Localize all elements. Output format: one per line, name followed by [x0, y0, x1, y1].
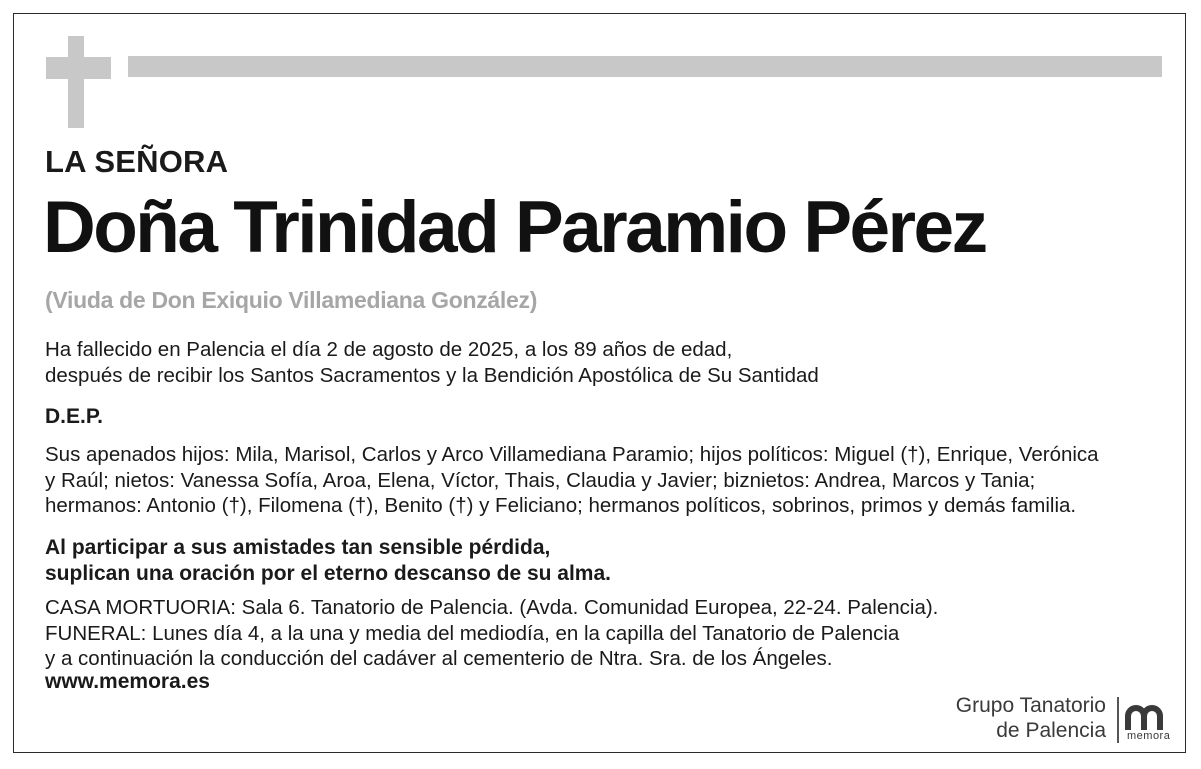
deceased-name: Doña Trinidad Paramio Pérez: [43, 187, 986, 268]
brand-name: [938, 693, 1106, 743]
announcement-line: después de recibir los Santos Sacramentos y la Bendición Apostólica de Su Santidad: [45, 363, 819, 387]
family-line: y Raúl; nietos: Vanessa Sofía, Aroa, Elena, Víctor, Thais, Claudia y Javier; biznietos: Andrea, Marcos y Tania;: [45, 468, 1036, 492]
prayer-line: suplican una oración por el eterno descanso de su alma.: [45, 561, 611, 585]
announcement-line: Ha fallecido en Palencia el día 2 de agosto de 2025, a los 89 años de edad,: [45, 338, 733, 361]
details-line: y a continuación la conducción del cadáver al cementerio de Ntra. Sra. de los Ángeles.: [45, 647, 833, 670]
logo-wordmark: memora: [1127, 730, 1171, 742]
cross-icon-arm: [46, 57, 111, 79]
funeral-details: [45, 595, 938, 672]
website-link[interactable]: www.memora.es: [45, 670, 210, 693]
brand-line: Grupo Tanatorio: [955, 694, 1106, 717]
details-line: FUNERAL: Lunes día 4, a la una y media del mediodía, en la capilla del Tanatorio de Palencia: [45, 621, 900, 645]
rip-label: D.E.P.: [45, 405, 103, 428]
brand-divider: [1117, 697, 1119, 743]
prayer-request: [45, 535, 611, 586]
details-line: CASA MORTUORIA: Sala 6. Tanatorio de Palencia. (Avda. Comunidad Europea, 22-24. Palencia).: [45, 596, 939, 619]
death-announcement: [45, 337, 819, 388]
family-line: Sus apenados hijos: Mila, Marisol, Carlos y Arco Villamediana Paramio; hijos políticos: Miguel (†), Enrique, Verónica: [45, 443, 1099, 466]
family-line: hermanos: Antonio (†), Filomena (†), Benito (†) y Feliciano; hermanos políticos, sobrinos, primos y demás familia.: [45, 494, 1077, 517]
prayer-line: Al participar a sus amistades tan sensible pérdida,: [45, 536, 551, 559]
cross-icon: [68, 36, 84, 128]
widow-note: (Viuda de Don Exiquio Villamediana González): [45, 287, 538, 313]
brand-line: de Palencia: [996, 719, 1106, 742]
family-list: [45, 442, 1158, 519]
notice-heading: LA SEÑORA: [45, 144, 229, 179]
header-bar: [128, 56, 1162, 77]
